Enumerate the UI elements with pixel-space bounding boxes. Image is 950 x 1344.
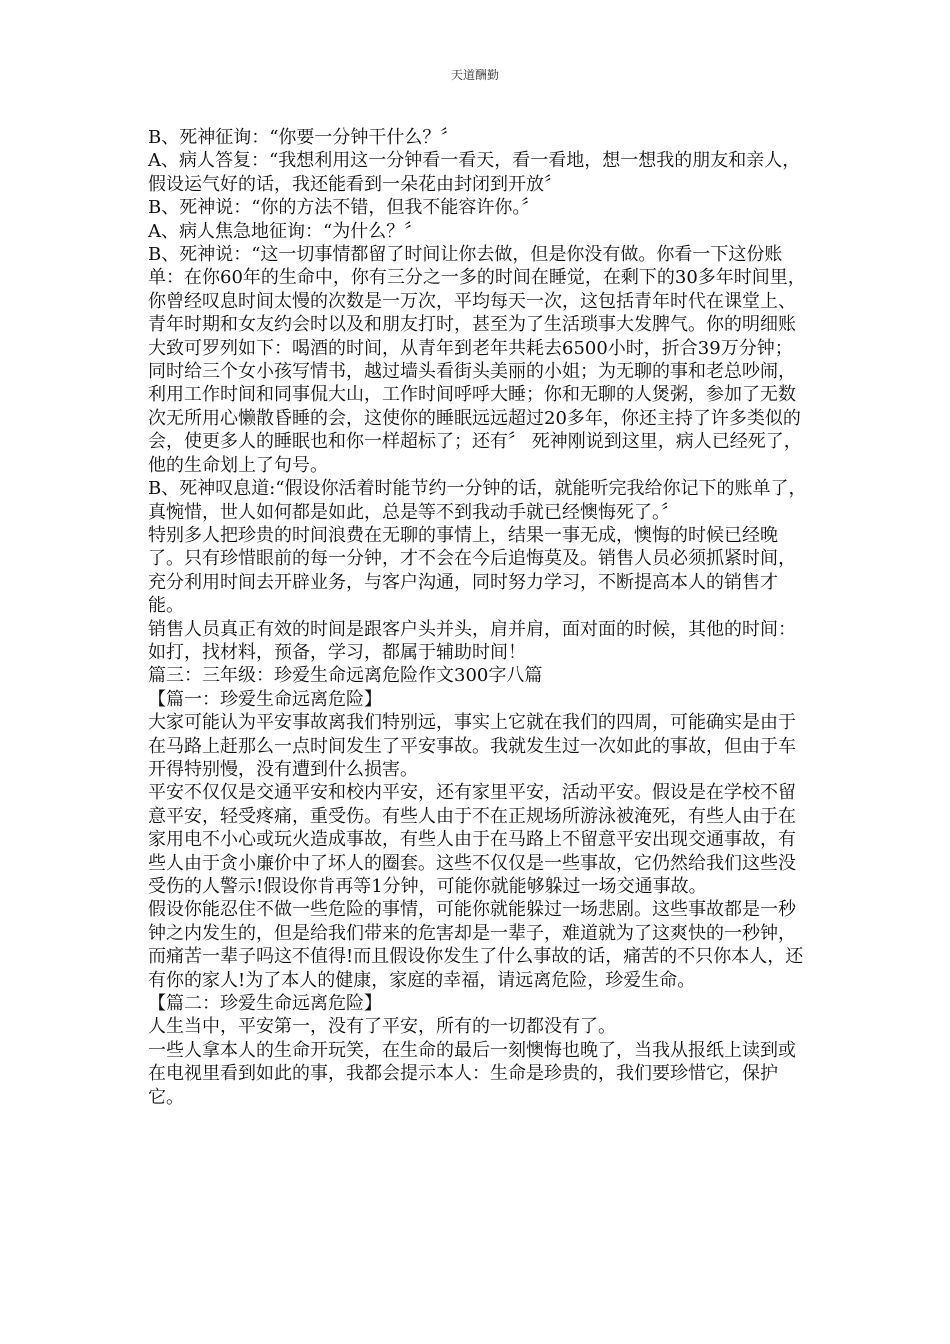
paragraph: 大家可能认为平安事故离我们特别远，事实上它就在我们的四周，可能确实是由于在马路上赶那么一点时间发生了平安事故。我就发生过一次如此的事故，但由于车开得特别慢，没有遭到什么损害。 — [148, 712, 796, 780]
paragraph: A、病人焦急地征询：“为什么？〞 — [148, 220, 423, 242]
paragraph: B、死神叹息道:“假设你活着时能节约一分钟的话，就能听完我给你记下的账单了，真惋惜，世人如何都是如此，总是等不到我动手就已经懊悔死了。〞 — [148, 478, 807, 523]
paragraph: 平安不仅仅是交通平安和校内平安，还有家里平安，活动平安。假设是在学校不留意平安，轻受疼痛，重受伤。有些人由于不在正规场所游泳被淹死，有些人由于在家用电不小心或玩火造成事故，有些人由于在马路上不留意平安出现交通事故，有些人由于贪小廉价中了坏人的圈套。这些不仅仅是一些事故，它仍然给我们这些没受伤的人警示!假设你肯再等1分钟，可能你就能够躲过一场交通事故。 — [148, 782, 796, 897]
paragraph: 销售人员真正有效的时间是跟客户头并头，肩并肩，面对面的时候，其他的时间：如打，找材料，预备，学习，都属于辅助时间！ — [148, 618, 796, 663]
paragraph: A、病人答复：“我想利用这一分钟看一看天，看一看地，想一想我的朋友和亲人，假设运气好的话，我还能看到一朵花由封闭到开放〞 — [148, 150, 801, 195]
paragraph: 人生当中，平安第一，没有了平安，所有的一切都没有了。 — [148, 1016, 616, 1038]
paragraph: 特别多人把珍贵的时间浪费在无聊的事情上，结果一事无成，懊悔的时候已经晚了。只有珍惜眼前的每一分钟，才不会在今后追悔莫及。销售人员必须抓紧时间，充分利用时间去开辟业务，与客户沟通，同时努力学习，不断提高本人的销售才能。 — [148, 524, 796, 617]
paragraph: B、死神说：“你的方法不错，但我不能容许你。〞 — [148, 197, 540, 219]
subsection-heading: 【篇一：珍爱生命远离危险】 — [148, 688, 382, 710]
page-header: 天道酬勤 — [450, 68, 499, 82]
section-heading: 篇三：三年级：珍爱生命远离危险作文300字八篇 — [148, 665, 543, 687]
paragraph: 假设你能忍住不做一些危险的事情，可能你就能躲过一场悲剧。这些事故都是一秒钟之内发生的，但是给我们带来的危害却是一辈子，难道就为了这爽快的一秒钟，而痛苦一辈子吗这不值得!而且假设你发生了什么事故的话，痛苦的不只你本人，还有你的家人!为了本人的健康，家庭的幸福，请远离危险，珍爱生命。 — [148, 899, 804, 991]
document-body — [148, 126, 808, 1109]
paragraph: B、死神征询：“你要一分钟干什么？〞 — [148, 127, 459, 148]
subsection-heading: 【篇二：珍爱生命远离危险】 — [148, 993, 382, 1015]
paragraph: B、死神说：“这一切事情都留了时间让你去做，但是你没有做。你看一下这份账单：在你60年的生命中，你有三分之一多的时间在睡觉，在剩下的30多年时间里，你曾经叹息时间太慢的次数是一万次，平均每天一次，这包括青年时代在课堂上、青年时期和女友约会时以及和朋友打时，甚至为了生活琐事大发脾气。你的明细账大致可罗列如下：喝酒的时间，从青年到老年共耗去6500小时，折合39万分钟；同时给三个女小孩写情书，越过墙头看街头美丽的小姐；为无聊的事和老总吵闹，利用工作时间和同事侃大山，工作时间呼呼大睡；你和无聊的人煲粥，参加了无数次无所用心懒散昏睡的会，这使你的睡眠远远超过20多年，你还主持了许多类似的会，使更多人的睡眠也和你一样超标了；还有〞 死神刚说到这里，病人已经死了，他的生命划上了句号。 — [148, 244, 806, 476]
paragraph: 一些人拿本人的生命开玩笑，在生命的最后一刻懊悔也晚了，当我从报纸上读到或在电视里看到如此的事，我都会提示本人：生命是珍贵的，我们要珍惜它，保护它。 — [148, 1039, 796, 1108]
